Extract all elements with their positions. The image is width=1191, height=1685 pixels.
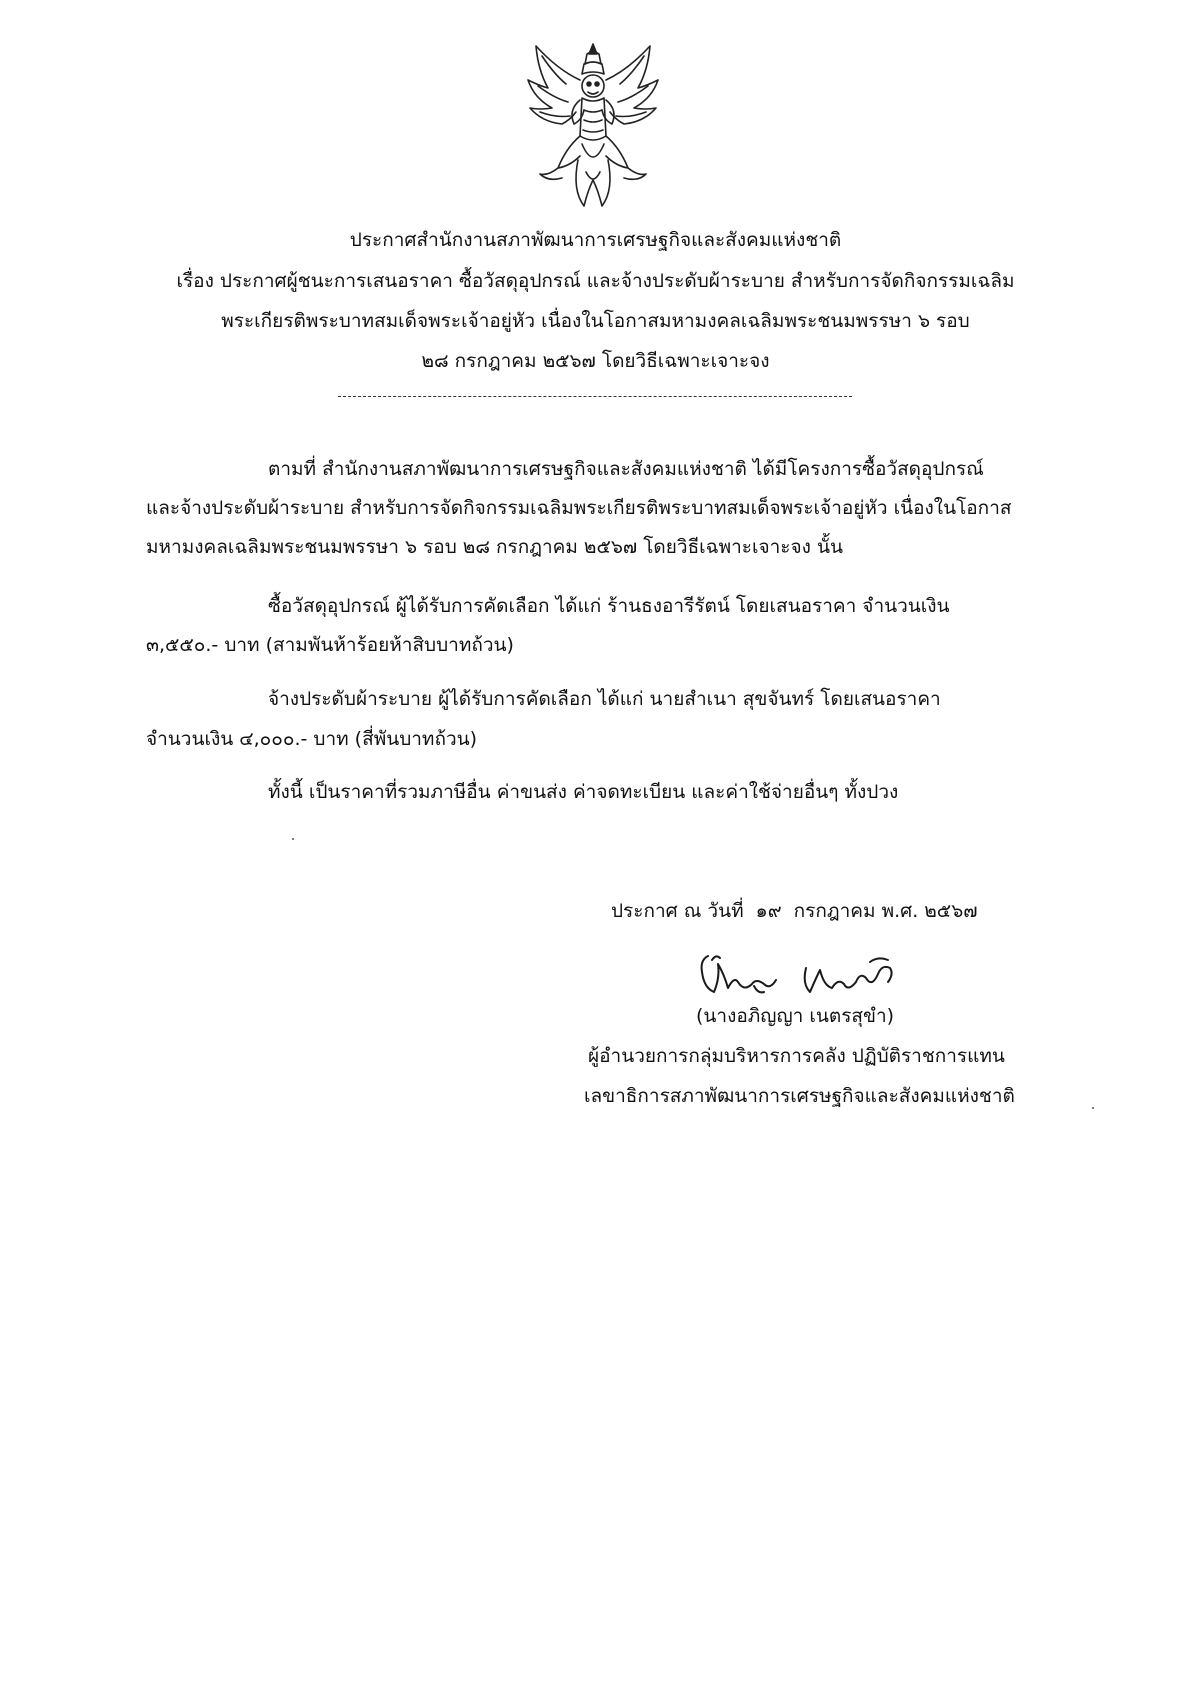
paragraph-1-line-1: ตามที่ สำนักงานสภาพัฒนาการเศรษฐกิจและสังคมแห่งชาติ ได้มีโครงการซื้อวัสดุอุปกรณ์ <box>268 458 984 480</box>
handwritten-signature <box>694 948 908 1004</box>
title-divider <box>338 396 852 397</box>
paragraph-1-line-3: มหามงคลเฉลิมพระชนมพรรษา ๖ รอบ ๒๘ กรกฎาคม ๒๕๖๗ โดยวิธีเฉพาะเจาะจง นั้น <box>146 536 843 558</box>
paragraph-1-line-2: และจ้างประดับผ้าระบาย สำหรับการจัดกิจกรรมเฉลิมพระเกียรติพระบาทสมเด็จพระเจ้าอยู่หัว เนื่องในโอกาส <box>146 497 1012 519</box>
announcement-title: ประกาศสำนักงานสภาพัฒนาการเศรษฐกิจและสังคมแห่งชาติ <box>349 229 842 251</box>
scan-speck <box>292 838 294 840</box>
signatory-position-line-2: เลขาธิการสภาพัฒนาการเศรษฐกิจและสังคมแห่งชาติ <box>584 1085 1015 1107</box>
subject-line-2: พระเกียรติพระบาทสมเด็จพระเจ้าอยู่หัว เนื่องในโอกาสมหามงคลเฉลิมพระชนมพรรษา ๖ รอบ <box>221 310 970 332</box>
paragraph-2-line-1: ซื้อวัสดุอุปกรณ์ ผู้ได้รับการคัดเลือก ได้แก่ ร้านธงอารีรัตน์ โดยเสนอราคา จำนวนเงิน <box>268 595 950 617</box>
date-month-year: กรกฎาคม พ.ศ. ๒๕๖๗ <box>793 900 978 922</box>
paragraph-4: ทั้งนี้ เป็นราคาที่รวมภาษีอื่น ค่าขนส่ง ค่าจดทะเบียน และค่าใช้จ่ายอื่นๆ ทั้งปวง <box>268 781 899 803</box>
paragraph-2-line-2: ๓,๕๕๐.- บาท (สามพันห้าร้อยห้าสิบบาทถ้วน) <box>146 634 514 656</box>
date-day: ๑๙ <box>755 900 782 922</box>
signatory-position-line-1: ผู้อำนวยการกลุ่มบริหารการคลัง ปฏิบัติราชการแทน <box>588 1045 1005 1067</box>
paragraph-3-line-1: จ้างประดับผ้าระบาย ผู้ได้รับการคัดเลือก ได้แก่ นายสำเนา สุขจันทร์ โดยเสนอราคา <box>268 688 941 710</box>
paragraph-3-line-2: จำนวนเงิน ๔,๐๐๐.- บาท (สี่พันบาทถ้วน) <box>146 728 478 750</box>
subject-line-1: เรื่อง ประกาศผู้ชนะการเสนอราคา ซื้อวัสดุอุปกรณ์ และจ้างประดับผ้าระบาย สำหรับการจัดกิจกรรมเฉลิม <box>176 270 1015 292</box>
garuda-emblem-icon <box>518 40 668 212</box>
subject-line-3: ๒๘ กรกฎาคม ๒๕๖๗ โดยวิธีเฉพาะเจาะจง <box>421 350 770 372</box>
announcement-date <box>611 897 978 925</box>
date-prefix: ประกาศ ณ วันที่ <box>611 900 744 922</box>
scan-speck <box>1092 1107 1094 1109</box>
signatory-name: (นางอภิญญา เนตรสุขำ) <box>696 1005 895 1027</box>
